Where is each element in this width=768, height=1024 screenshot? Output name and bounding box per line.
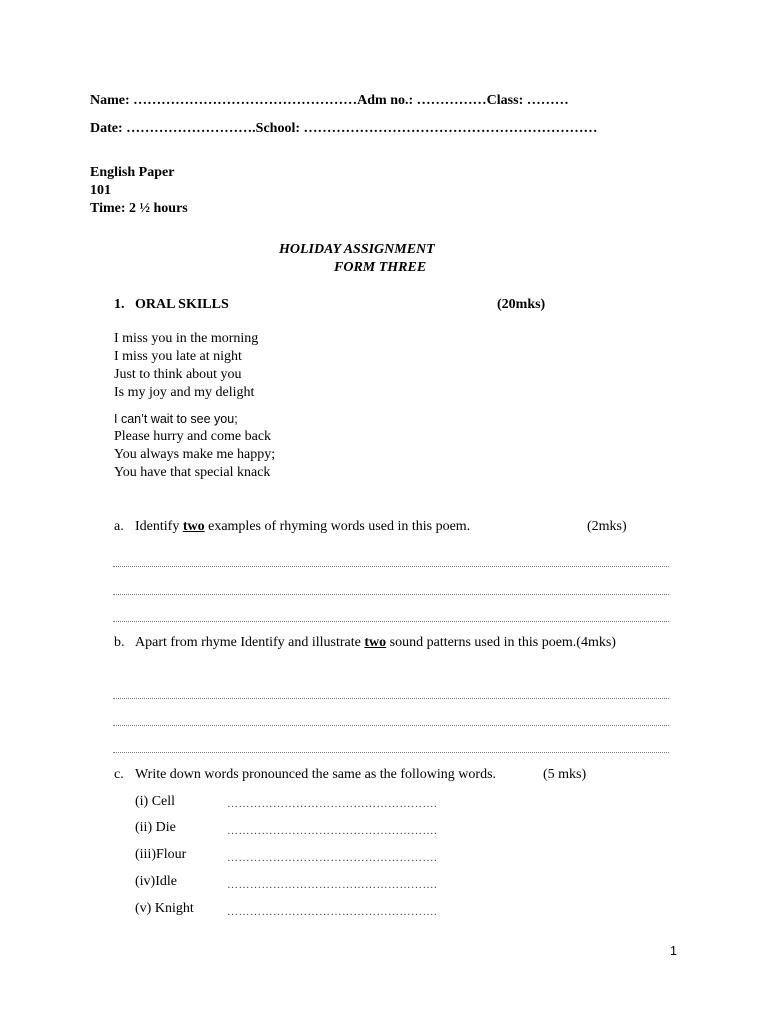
assignment-title: HOLIDAY ASSIGNMENT bbox=[279, 242, 435, 257]
answer-line bbox=[113, 566, 669, 567]
section-marks: (20mks) bbox=[497, 297, 546, 312]
item-word: Cell bbox=[151, 794, 176, 809]
school-label: School: bbox=[255, 121, 300, 136]
name-label: Name: bbox=[90, 93, 130, 108]
answer-line bbox=[113, 621, 669, 622]
answer-line bbox=[113, 698, 669, 699]
item-number: (v) bbox=[135, 901, 152, 916]
question-c-marks: (5 mks) bbox=[543, 767, 587, 782]
question-a-text bbox=[135, 519, 470, 535]
item-word: Flour bbox=[156, 847, 187, 862]
item-number: (ii) bbox=[135, 820, 153, 835]
question-b-pre: Apart from rhyme Identify and illustrate bbox=[135, 635, 365, 650]
class-label: Class: bbox=[486, 93, 524, 108]
question-c-text: Write down words pronounced the same as the following words. bbox=[135, 767, 497, 782]
date-label: Date: bbox=[90, 121, 123, 136]
question-a-label: a. bbox=[114, 519, 124, 534]
assignment-subtitle: FORM THREE bbox=[334, 260, 427, 275]
class-blank: ……… bbox=[526, 93, 569, 108]
section-name: ORAL SKILLS bbox=[135, 297, 229, 312]
answer-line bbox=[113, 725, 669, 726]
question-a-post: examples of rhyming words used in this poem. bbox=[204, 519, 471, 534]
poem-line: Is my joy and my delight bbox=[114, 385, 255, 400]
question-b-text bbox=[135, 635, 616, 651]
question-b-emphasis: two bbox=[364, 635, 387, 650]
paper-time: Time: 2 ½ hours bbox=[90, 201, 188, 216]
poem-line: You always make me happy; bbox=[114, 447, 276, 462]
poem-line: Please hurry and come back bbox=[114, 429, 272, 444]
question-b-post: sound patterns used in this poem.(4mks) bbox=[386, 635, 616, 650]
paper-subject: English Paper bbox=[90, 165, 175, 180]
item-word: Idle bbox=[155, 874, 177, 889]
homophone-item bbox=[135, 901, 194, 917]
section-number: 1. bbox=[114, 297, 125, 312]
question-a-marks: (2mks) bbox=[587, 519, 627, 534]
header-name-row bbox=[90, 93, 569, 109]
item-word: Die bbox=[155, 820, 176, 835]
page-number: 1 bbox=[670, 944, 677, 958]
question-a-pre: Identify bbox=[135, 519, 183, 534]
paper-code: 101 bbox=[90, 183, 111, 198]
answer-line bbox=[113, 752, 669, 753]
poem-line: I miss you in the morning bbox=[114, 331, 259, 346]
school-blank: ……………………………………………………… bbox=[303, 121, 598, 136]
adm-blank: …………… bbox=[416, 93, 487, 108]
item-number: (iii) bbox=[135, 847, 156, 862]
poem-line: Just to think about you bbox=[114, 367, 242, 382]
question-b-label: b. bbox=[114, 635, 125, 650]
homophone-item bbox=[135, 847, 186, 863]
poem-line: You have that special knack bbox=[114, 465, 271, 480]
answer-line bbox=[113, 594, 669, 595]
homophone-item bbox=[135, 874, 177, 890]
answer-blank: ………………………………………………. bbox=[227, 852, 438, 864]
poem-line: I can’t wait to see you; bbox=[114, 412, 238, 426]
item-word: Knight bbox=[154, 901, 194, 916]
homophone-item bbox=[135, 820, 176, 836]
answer-blank: ………………………………………………. bbox=[227, 825, 438, 837]
item-number: (i) bbox=[135, 794, 149, 809]
header-date-row bbox=[90, 121, 598, 137]
poem-line: I miss you late at night bbox=[114, 349, 242, 364]
answer-blank: ………………………………………………. bbox=[227, 906, 438, 918]
answer-blank: ………………………………………………. bbox=[227, 879, 438, 891]
name-blank: ………………………………………… bbox=[133, 93, 358, 108]
adm-label: Adm no.: bbox=[357, 93, 414, 108]
item-number: (iv) bbox=[135, 874, 156, 889]
question-c-label: c. bbox=[114, 767, 124, 782]
date-blank: ………………………. bbox=[126, 121, 256, 136]
question-a-emphasis: two bbox=[182, 519, 205, 534]
answer-blank: ………………………………………………. bbox=[227, 798, 438, 810]
homophone-item bbox=[135, 794, 175, 810]
